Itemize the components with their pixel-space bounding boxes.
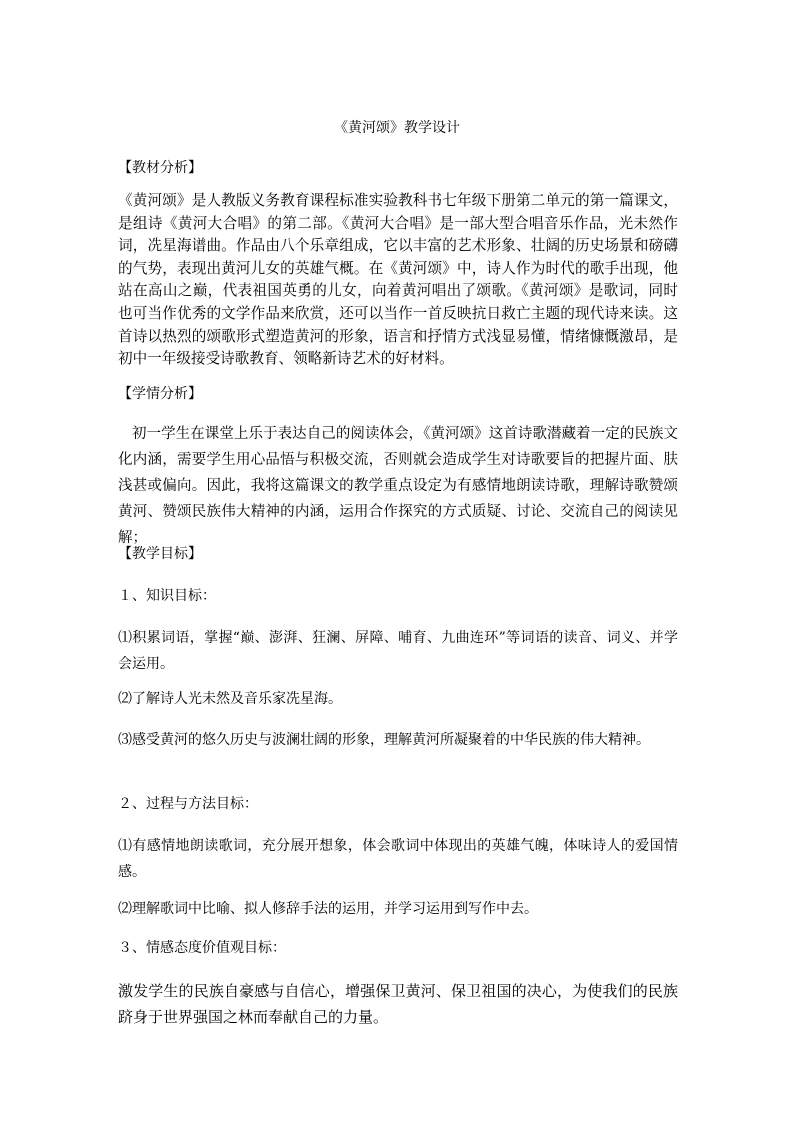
paragraph-textbook-analysis: 《黄河颂》是人教版义务教育课程标准实验教科书七年级下册第二单元的第一篇课文，是组诗《黄河大合唱》的第二部。《黄河大合唱》是一部大型合唱音乐作品，光未然作词，冼星海谱曲。作品由八个乐章组成，它以丰富的艺术形象、壮阔的历史场景和磅礴的气势，表现出黄河儿女的英雄气概。在《黄河颂》中，诗人作为时代的歌手出现，他站在高山之巅，代表祖国英勇的儿女，向着黄河唱出了颂歌。《黄河颂》是歌词，同时也可当作优秀的文学作品来欣赏，还可以当作一首反映抗日救亡主题的现代诗来读。这首诗以热烈的颂歌形式塑造黄河的形象，语言和抒情方式浅显易懂，情绪慷慨激昂，是初中一年级接受诗歌教育、领略新诗艺术的好材料。: [118, 192, 678, 368]
goal-heading-emotion-values: ３、情感态度价值观目标：: [118, 940, 286, 956]
paragraph-student-analysis: 初一学生在课堂上乐于表达自己的阅读体会，《黄河颂》这首诗歌潜藏着一定的民族文化内涵，需要学生用心品悟与积极交流，否则就会造成学生对诗歌要旨的把握片面、肤浅甚或偏向。因此，我将这篇课文的教学重点设定为有感情地朗读诗歌，理解诗歌赞颂黄河、赞颂民族伟大精神的内涵，运用合作探究的方式质疑、讨论、交流自己的阅读见解；: [118, 426, 678, 546]
goal-item-emotion-1: 激发学生的民族自豪感与自信心，增强保卫黄河、保卫祖国的决心，为使我们的民族跻身于世界强国之林而奉献自己的力量。: [118, 982, 678, 1026]
goal-heading-knowledge: １、知识目标：: [118, 588, 216, 604]
goal-heading-process-method: ２、过程与方法目标：: [118, 796, 258, 812]
goal-item-knowledge-3: ⑶感受黄河的悠久历史与波澜壮阔的形象，理解黄河所凝聚着的中华民族的伟大精神。: [118, 732, 650, 748]
goal-item-process-2: ⑵理解歌词中比喻、拟人修辞手法的运用，并学习运用到写作中去。: [118, 901, 538, 917]
section-heading-student-analysis: 【学情分析】: [118, 386, 202, 402]
section-heading-teaching-goals: 【教学目标】: [118, 546, 202, 562]
goal-item-knowledge-2: ⑵了解诗人光未然及音乐家冼星海。: [118, 691, 342, 707]
goal-item-knowledge-1: ⑴积累词语，掌握“巅、澎湃、狂澜、屏障、哺育、九曲连环”等词语的读音、词义、并学会运用。: [118, 630, 678, 672]
section-heading-textbook-analysis: 【教材分析】: [118, 160, 202, 176]
document-title: 《黄河颂》教学设计: [334, 120, 460, 136]
goal-item-process-1: ⑴有感情地朗读歌词，充分展开想象，体会歌词中体现出的英雄气魄，体味诗人的爱国情感。: [118, 838, 678, 880]
